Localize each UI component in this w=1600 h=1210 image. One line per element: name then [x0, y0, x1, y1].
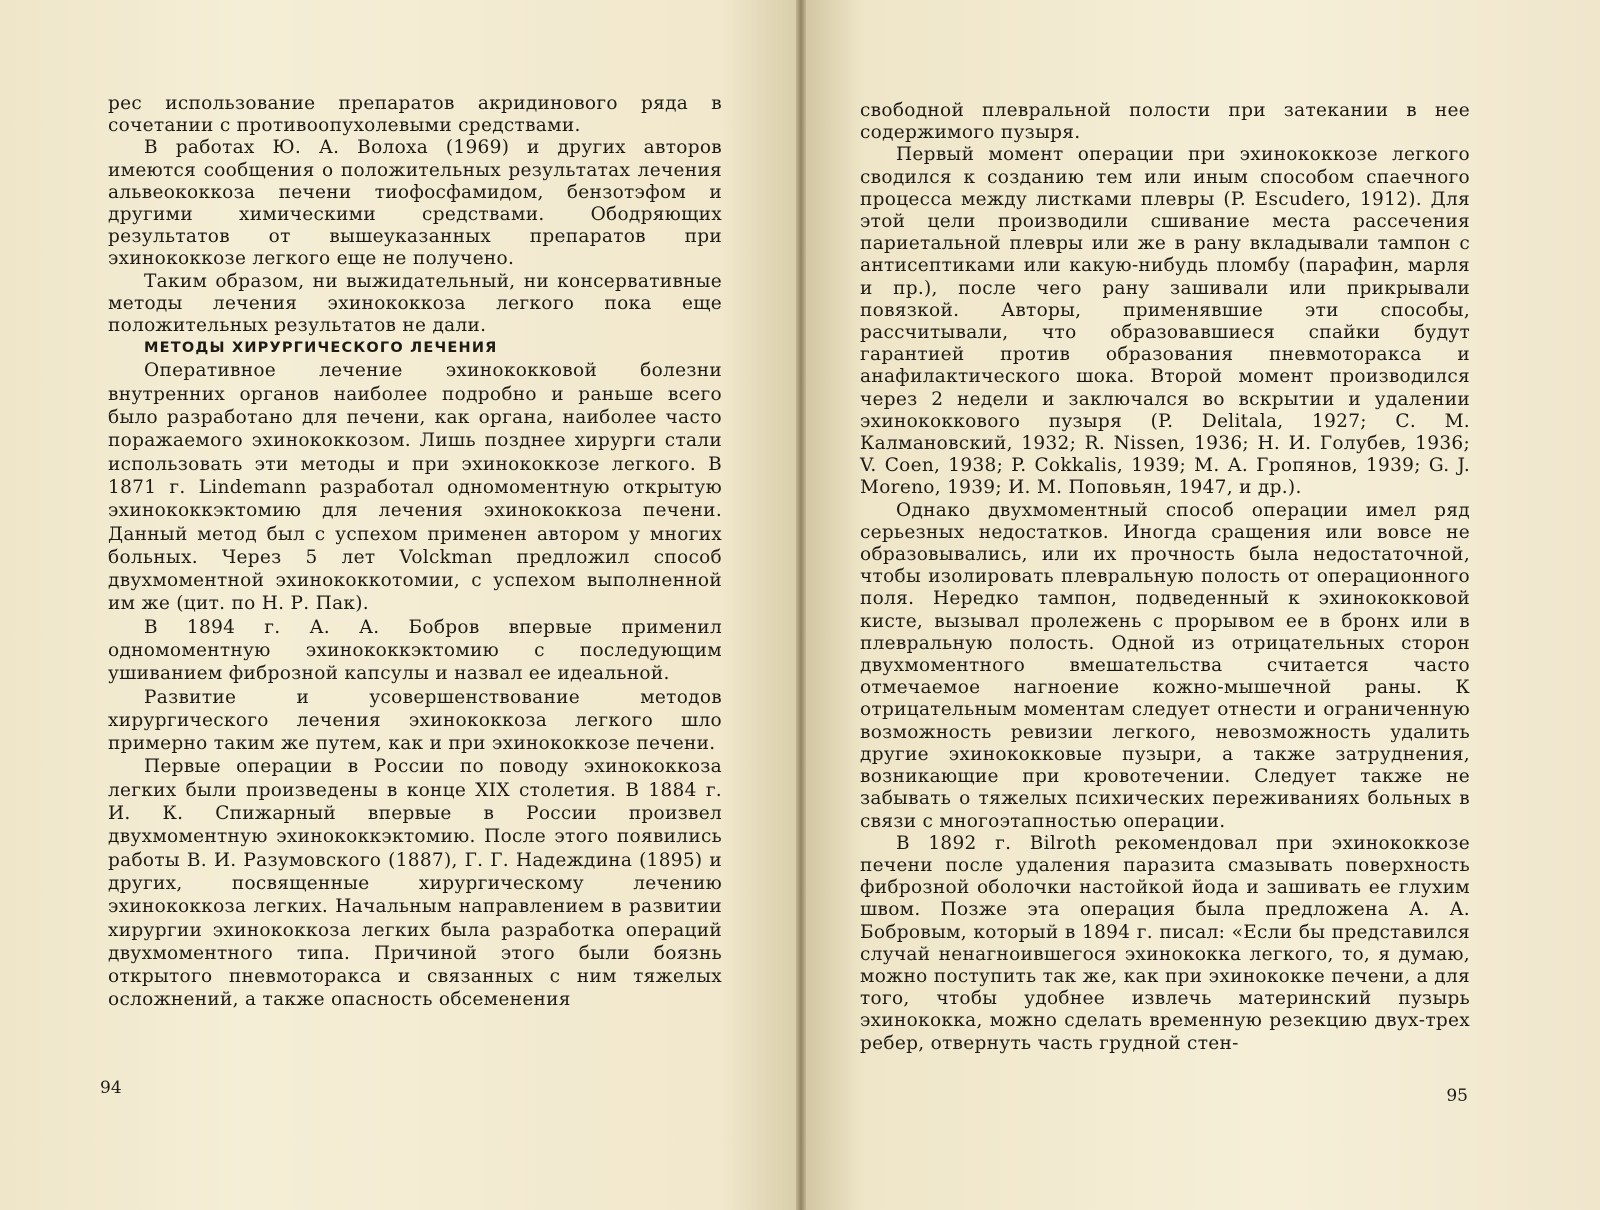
paragraph: Однако двухмоментный способ операции имел ряд серьезных недостатков. Иногда сращения или вовсе не образовывались, или их прочность была недостаточной, чтобы изолировать плевральную полость от операционного поля. Нередко тампон, подведенный к эхинококковой кисте, вызывал пролежень с прорывом ее в бронх или в плевральную полость. Одной из отрицательных сторон двухмоментного вмешательства считается часто отмечаемое нагноение кожно-мышечной раны. К отрицательным моментам следует отнести и ограниченную возможность ревизии легкого, невозможность удалить другие эхинококковые пузыри, а также затруднения, возникающие при кровотечении. Следует также не забывать о тяжелых психических переживаниях больных в связи с многоэтапностью операции.: [860, 499, 1470, 832]
paragraph: свободной плевральной полости при затекании в нее содержимого пузыря.: [860, 100, 1470, 144]
paragraph: В 1892 г. Bilroth рекомендовал при эхинококкозе печени после удаления паразита смазывать поверхность фиброзной оболочки настойкой йода и зашивать ее глухим швом. Позже эта операция была предложена А. А. Бобровым, который в 1894 г. писал: «Если бы представился случай ненагноившегося эхинококка легкого, то, я думаю, можно поступить так же, как при эхинококке печени, а для того, чтобы удобнее извлечь материнский пузырь эхинококка, можно сделать временную резекцию двух-трех ребер, отвернуть часть грудной стен-: [860, 832, 1470, 1054]
section-body: [108, 359, 722, 1011]
paragraph: В 1894 г. А. А. Бобров впервые применил одномоментную эхинококкэктомию с последующим ушиванием фиброзной капсулы и назвал ее идеальной.: [108, 616, 722, 685]
paragraph: В работах Ю. А. Волоха (1969) и других авторов имеются сообщения о положительных результатах лечения альвеококкоза печени тиофосфамидом, бензотэфом и другими химическими средствами. Ободряющих результатов от вышеуказанных препаратов при эхинококкозе легкого еще не получено.: [108, 137, 722, 270]
paragraph: Таким образом, ни выжидательный, ни консервативные методы лечения эхинококкоза легкого пока еще положительных результатов не дали.: [108, 270, 722, 337]
right-page: [800, 0, 1600, 1210]
page-number: 95: [1446, 1086, 1468, 1106]
book-gutter: [796, 0, 806, 1210]
paragraph: Оперативное лечение эхинококковой болезни внутренних органов наиболее подробно и раньше всего было разработано для печени, как органа, наиболее часто поражаемого эхинококкозом. Лишь позднее хирурги стали использовать эти методы и при эхинококкозе легкого. В 1871 г. Lindemann разработал одномоментную открытую эхинококкэктомию для лечения эхинококкоза печени. Данный метод был с успехом применен автором у многих больных. Через 5 лет Volckman предложил способ двухмоментной эхинококкотомии, с успехом выполненной им же (цит. по Н. Р. Пак).: [108, 360, 722, 615]
page-number: 94: [100, 1078, 122, 1098]
left-page-text: [108, 93, 722, 1012]
section-heading: МЕТОДЫ ХИРУРГИЧЕСКОГО ЛЕЧЕНИЯ: [144, 340, 498, 357]
paragraph: Первый момент операции при эхинококкозе легкого сводился к созданию тем или иным способом спаечного процесса между листками плевры (P. Escudero, 1912). Для этой цели производили сшивание места рассечения париетальной плевры или же в рану вкладывали тампон с антисептиками или какую-нибудь пломбу (парафин, марля и пр.), после чего рану зашивали или прикрывали повязкой. Авторы, применявшие эти способы, рассчитывали, что образовавшиеся спайки будут гарантией против образования пневмоторакса и анафилактического шока. Второй момент производился через 2 недели и заключался во вскрытии и удалении эхинококкового пузыря (P. Delitala, 1927; С. М. Калмановский, 1932; R. Nissen, 1936; Н. И. Голубев, 1936; V. Coen, 1938; P. Cokkalis, 1939; М. А. Гропянов, 1939; G. J. Moreno, 1939; И. М. Поповьян, 1947, и др.).: [860, 144, 1470, 499]
paragraph: Развитие и усовершенствование методов хирургического лечения эхинококкоза легкого шло примерно таким же путем, как и при эхинококкозе печени.: [108, 686, 722, 755]
paragraph: Первые операции в России по поводу эхинококкоза легких были произведены в конце XIX столетия. В 1884 г. И. К. Спижарный впервые в России произвел двухмоментную эхинококкэктомию. После этого появились работы В. И. Разумовского (1887), Г. Г. Надеждина (1895) и других, посвященные хирургическому лечению эхинококкоза легких. Начальным направлением в развитии хирургии эхинококкоза легких была разработка операций двухмоментного типа. Причиной этого были боязнь открытого пневмоторакса и связанных с ним тяжелых осложнений, а также опасность обсеменения: [108, 756, 722, 1011]
paragraph: рес использование препаратов акридинового ряда в сочетании с противоопухолевыми средствами.: [108, 93, 722, 137]
right-page-text: [860, 100, 1470, 1055]
